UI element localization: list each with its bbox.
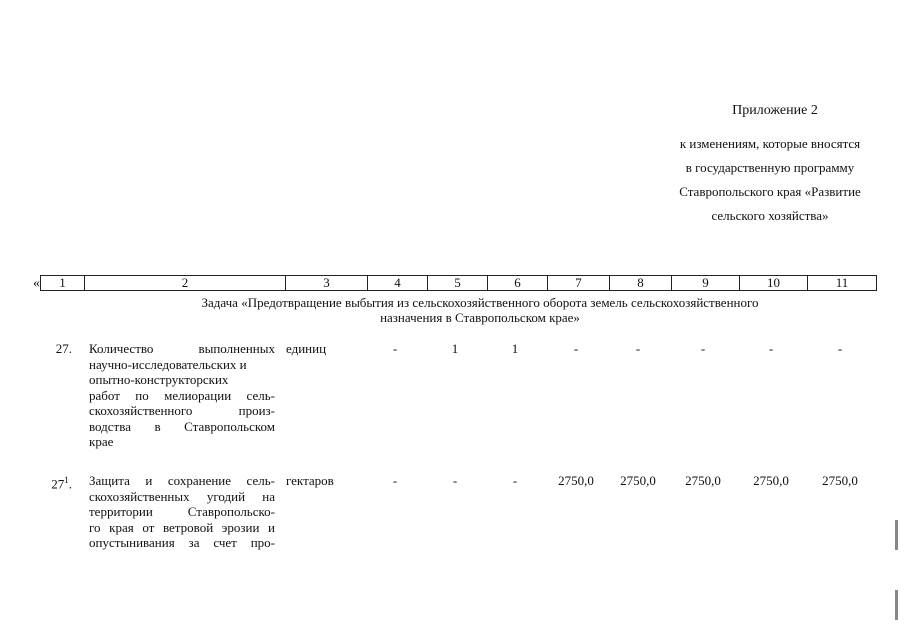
value-cell: - [512, 473, 518, 488]
column-number: 7 [548, 276, 610, 290]
column-number: 11 [835, 275, 849, 290]
value-cell: 2750,0 [558, 473, 594, 488]
unit-of-measure: гектаров [286, 473, 334, 488]
column-number: 5 [428, 276, 488, 290]
indicator-name-line: водства в Ставропольском [89, 418, 275, 434]
row-number [42, 473, 72, 491]
value-cell: - [635, 341, 641, 356]
value-cell: - [837, 341, 843, 356]
appendix-subtitle [655, 126, 885, 234]
indicator-name-line: крае [89, 434, 114, 449]
appendix-subtitle-line: Ставропольского края «Развитие [679, 184, 861, 199]
row-number: 27. [55, 341, 72, 356]
column-number: 8 [610, 276, 672, 290]
indicator-name-line: скохозяйственных угодий на [89, 488, 275, 504]
value-cell: - [768, 341, 774, 356]
appendix-subtitle-line: сельского хозяйства» [711, 208, 829, 223]
indicator-name [89, 341, 275, 450]
appendix-subtitle-line: к изменениям, которые вносятся [679, 136, 861, 151]
value-cell: - [573, 341, 579, 356]
unit-of-measure: единиц [286, 341, 327, 356]
column-number: 2 [85, 276, 286, 290]
value-cell: - [392, 473, 398, 488]
indicator-name [89, 473, 275, 551]
task-heading-line: Задача «Предотвращение выбытия из сельскохозяйственного оборота земель сельскохозяйственного [201, 295, 759, 310]
indicator-name-line: скохозяйственного произ- [89, 403, 275, 418]
column-number: 6 [488, 276, 548, 290]
scan-edge-mark [895, 520, 898, 550]
row-number-suffix: . [68, 476, 72, 492]
row-number-main: 27 [51, 476, 65, 492]
value-cell: 2750,0 [753, 473, 789, 488]
value-cell: 2750,0 [822, 473, 858, 488]
indicator-name-line: территории Ставропольско- [89, 504, 275, 519]
column-number: 4 [368, 276, 428, 290]
task-heading [130, 295, 830, 325]
value-cell: 2750,0 [685, 473, 721, 488]
appendix-title: Приложение 2 [732, 103, 818, 118]
column-number: 9 [672, 276, 740, 290]
scan-edge-mark [895, 590, 898, 620]
table-column-number-row [40, 275, 877, 291]
value-cell: - [452, 473, 458, 488]
indicator-name-line: Количество выполненных [89, 341, 275, 356]
value-cell: 2750,0 [620, 473, 656, 488]
row-number-superscript: 1 [64, 475, 69, 485]
value-cell: 1 [511, 341, 519, 356]
opening-quote: « [33, 276, 40, 291]
indicator-name-line: опытно-конструкторских [89, 372, 229, 387]
column-number: 10 [740, 276, 808, 290]
indicator-name-line: опустынивания за счет про- [89, 535, 275, 550]
column-number: 1 [41, 276, 85, 290]
indicator-name-line: работ по мелиорации сель- [89, 387, 275, 403]
appendix-subtitle-line: в государственную программу [685, 160, 855, 175]
value-cell: - [392, 341, 398, 356]
value-cell: - [700, 341, 706, 356]
value-cell: 1 [451, 341, 459, 356]
indicator-name-line: Защита и сохранение сель- [89, 473, 275, 488]
task-heading-line: назначения в Ставропольском крае» [380, 310, 580, 325]
indicator-name-line: го края от ветровой эрозии и [89, 519, 275, 535]
column-number: 3 [286, 276, 368, 290]
indicator-name-line: научно-исследовательских и [89, 356, 247, 372]
